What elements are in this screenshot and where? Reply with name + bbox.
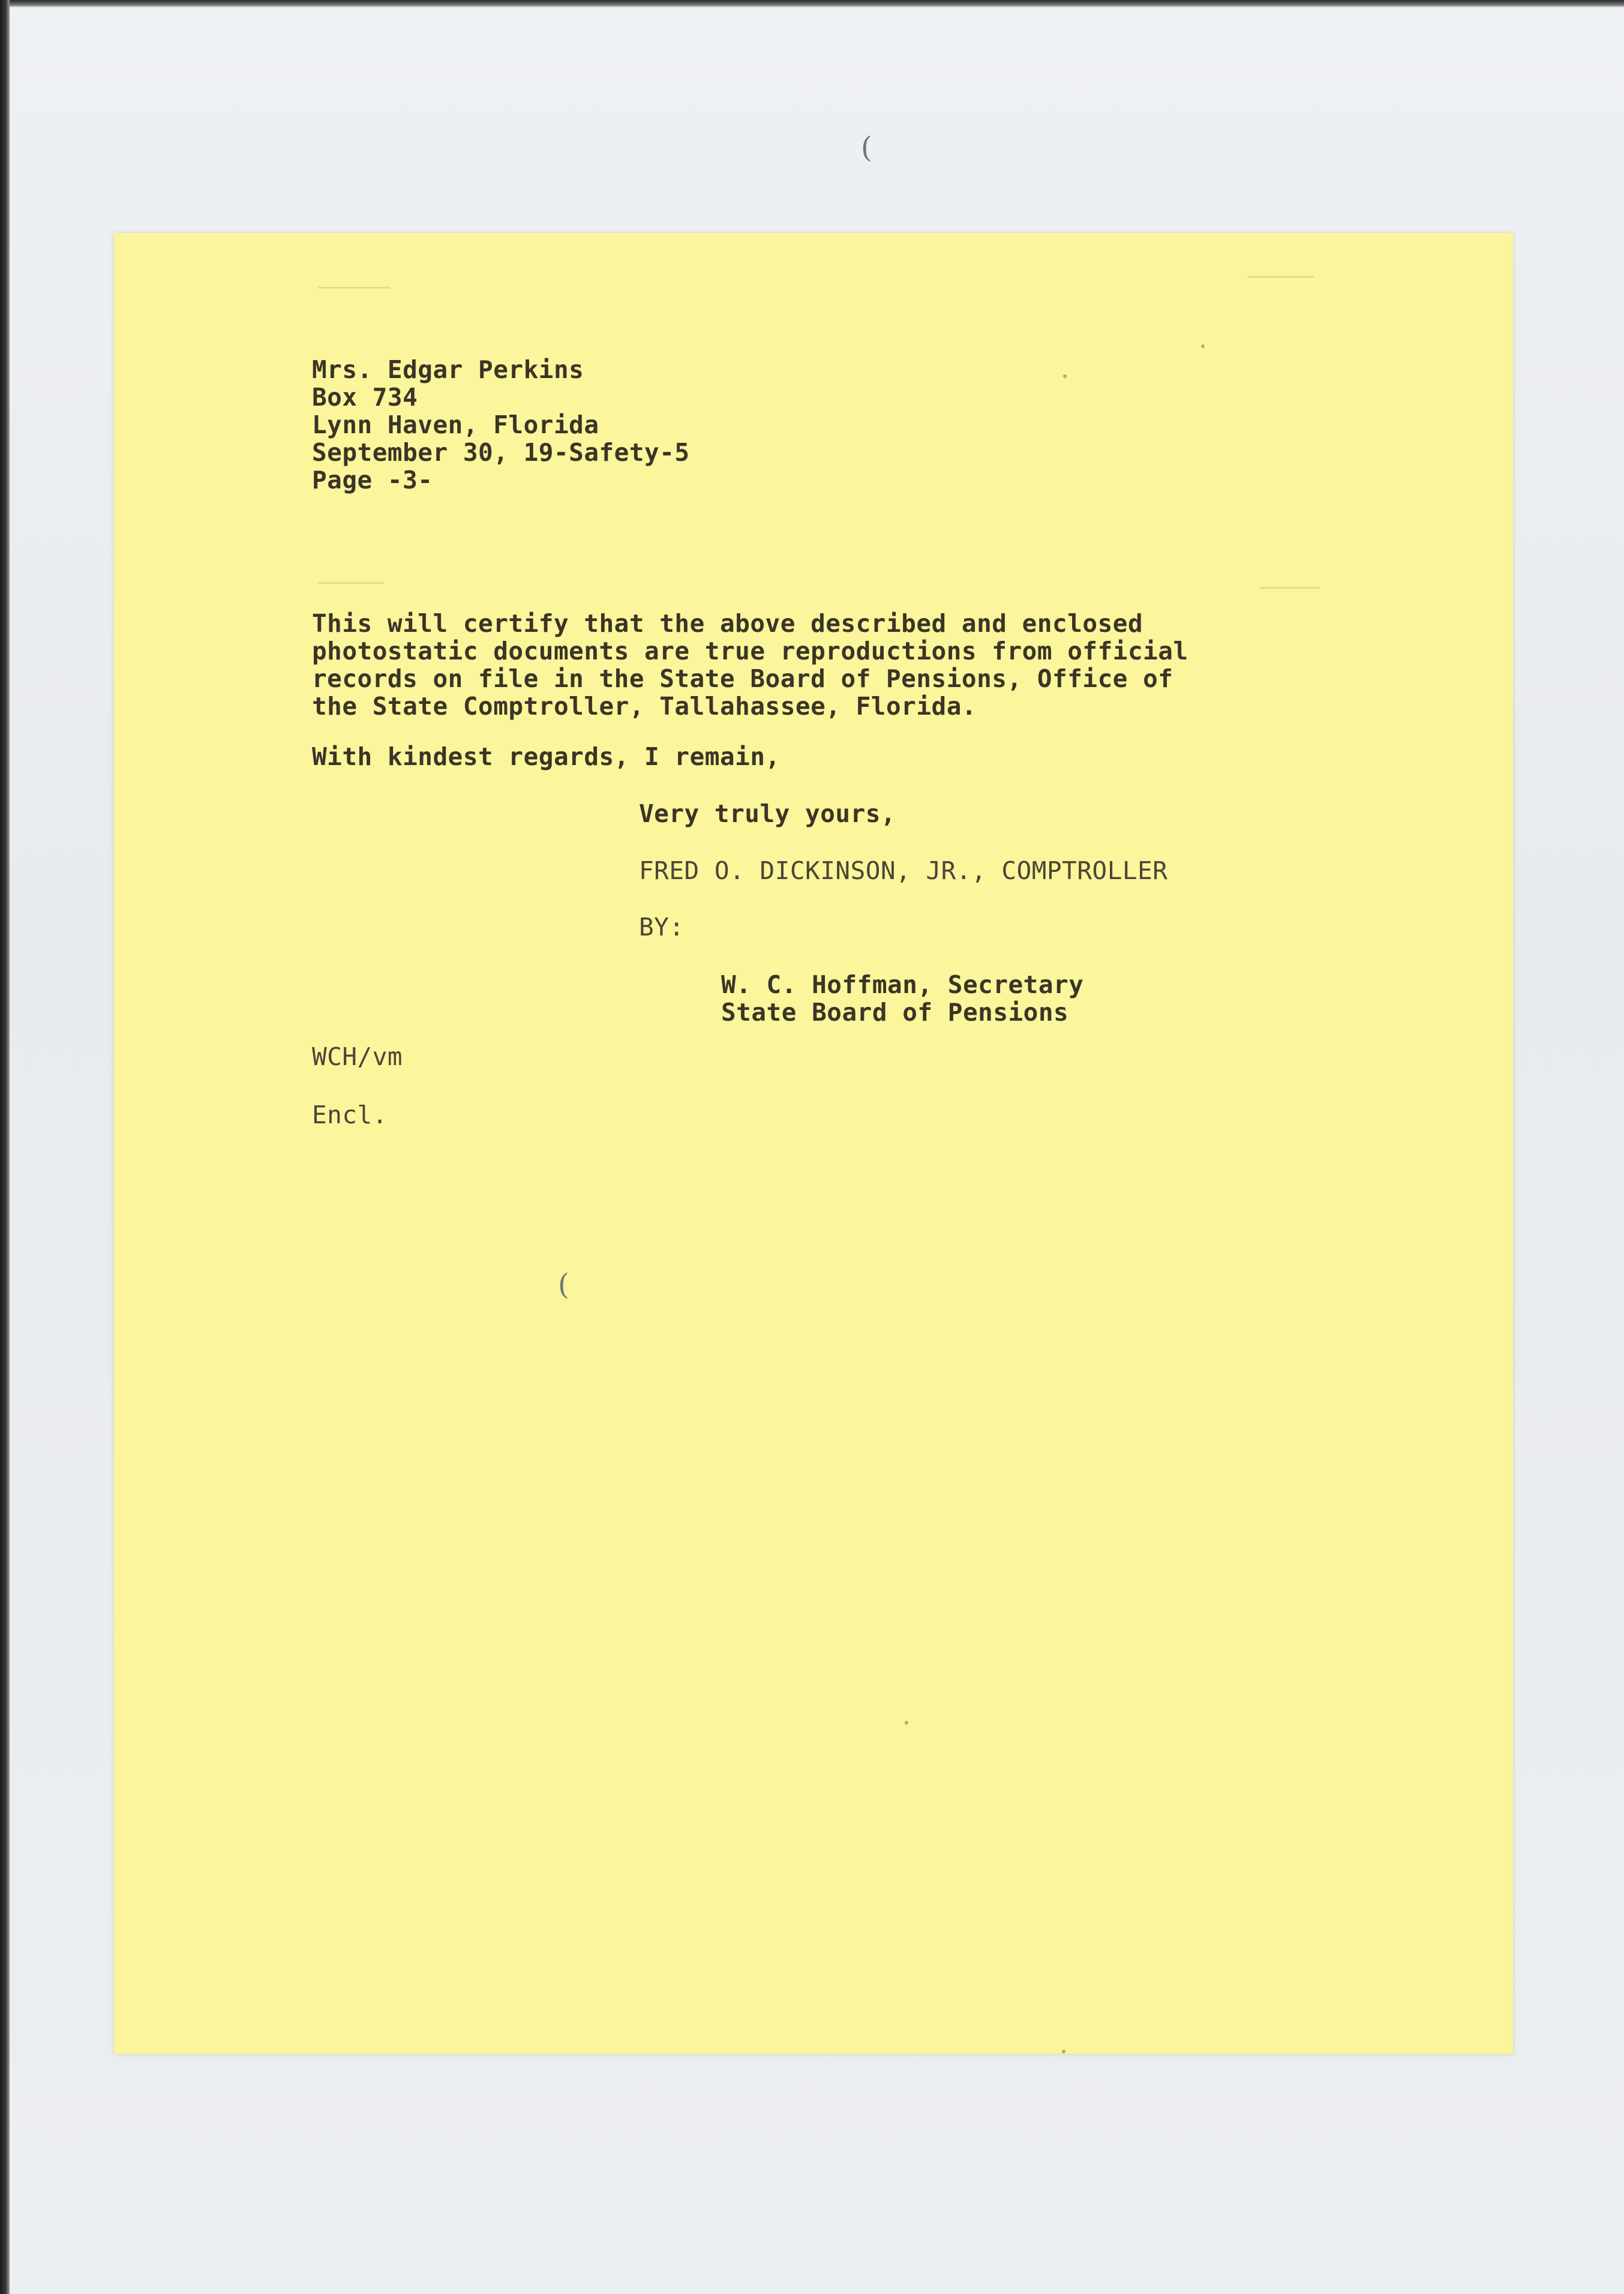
- address-line: Box 734: [312, 383, 418, 412]
- faint-mark: [1248, 276, 1314, 278]
- address-line: Lynn Haven, Florida: [312, 410, 599, 439]
- scan-left-edge: [0, 0, 10, 2294]
- body-line: records on file in the State Board of Pensions, Office of: [312, 664, 1173, 693]
- certification-paragraph: [312, 610, 1188, 720]
- body-line: the State Comptroller, Tallahassee, Florida.: [312, 692, 977, 721]
- body-line: This will certify that the above described and enclosed: [312, 609, 1143, 638]
- date-line: September 30, 19-Safety-5: [312, 438, 690, 467]
- faint-mark: [318, 287, 390, 289]
- stray-mark: (: [558, 1268, 569, 1302]
- faint-mark: [1260, 587, 1320, 589]
- body-line: photostatic documents are true reproductions from official: [312, 637, 1188, 665]
- scan-top-edge: [0, 0, 1624, 7]
- closing-line: Very truly yours,: [639, 799, 896, 828]
- paper-speck: [1063, 374, 1067, 378]
- enclosure-note: Encl.: [312, 1100, 388, 1129]
- recipient-address-block: [312, 356, 690, 494]
- comptroller-line: FRED O. DICKINSON, JR., COMPTROLLER: [639, 856, 1168, 885]
- letter-page: [114, 233, 1513, 2054]
- signer-title: State Board of Pensions: [721, 998, 1069, 1027]
- stray-mark: (: [861, 131, 872, 164]
- page-number: Page -3-: [312, 466, 433, 494]
- paper-speck: [905, 1721, 908, 1725]
- paper-speck: [1062, 2050, 1065, 2053]
- address-line: Mrs. Edgar Perkins: [312, 355, 584, 384]
- typist-initials: WCH/vm: [312, 1042, 403, 1071]
- signer-block: [721, 971, 1083, 1026]
- faint-mark: [318, 582, 384, 584]
- paper-speck: [1201, 344, 1205, 348]
- regards-line: With kindest regards, I remain,: [312, 742, 781, 771]
- by-label: BY:: [639, 913, 685, 941]
- signer-name: W. C. Hoffman, Secretary: [721, 970, 1084, 999]
